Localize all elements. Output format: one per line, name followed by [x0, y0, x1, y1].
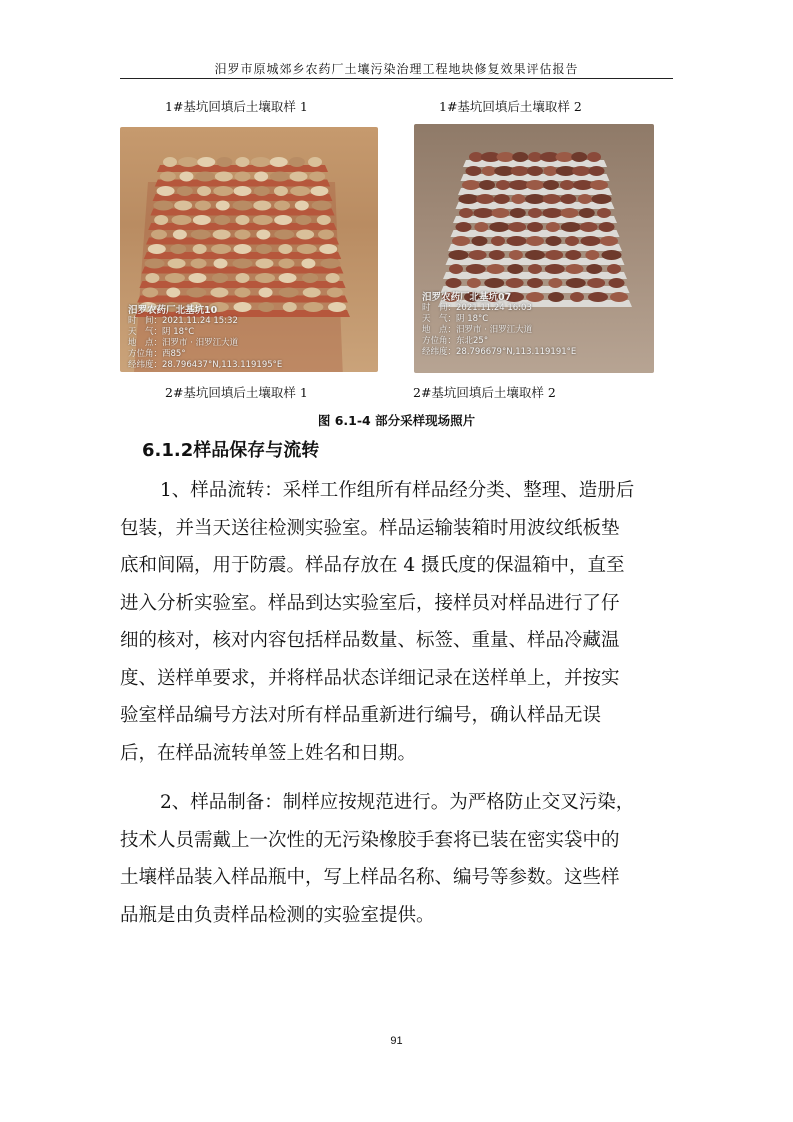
- soil-core: [157, 186, 175, 196]
- soil-sample-photo-1: [120, 127, 378, 372]
- soil-core: [297, 244, 317, 254]
- soil-core: [588, 292, 608, 302]
- figure-title: 图 6.1-4 部分采样现场照片: [317, 413, 476, 428]
- soil-core: [561, 208, 579, 218]
- soil-core: [543, 194, 561, 204]
- soil-core: [195, 201, 211, 211]
- paragraph-line: 技术人员需戴上一次性的无污染橡胶手套将已装在密实袋中的: [120, 829, 620, 851]
- paragraph-line: 后，在样品流转单签上姓名和日期。: [120, 742, 417, 764]
- soil-core: [270, 172, 290, 182]
- soil-core: [586, 264, 602, 274]
- soil-core: [449, 250, 469, 260]
- soil-core: [462, 180, 480, 190]
- soil-core: [274, 230, 294, 240]
- soil-core: [235, 230, 251, 240]
- soil-core: [253, 215, 273, 225]
- soil-core: [479, 180, 495, 190]
- soil-core: [472, 236, 488, 246]
- soil-core: [216, 201, 230, 211]
- soil-core: [489, 250, 505, 260]
- soil-core: [484, 278, 504, 288]
- soil-core: [326, 273, 340, 283]
- watermark-title: 汨罗农药厂北基坑10: [128, 305, 218, 316]
- soil-core: [578, 194, 592, 204]
- soil-core: [496, 180, 510, 190]
- soil-core: [212, 273, 228, 283]
- soil-core: [487, 264, 505, 274]
- soil-core: [278, 244, 292, 254]
- soil-core: [452, 236, 470, 246]
- soil-core: [295, 201, 309, 211]
- soil-core: [145, 273, 159, 283]
- soil-core: [589, 166, 605, 176]
- soil-core: [459, 194, 479, 204]
- soil-core: [236, 215, 250, 225]
- soil-core: [255, 259, 273, 269]
- photo-caption-bottom-left: 2#基坑回填后土壤取样 1: [165, 385, 308, 400]
- soil-core: [235, 172, 251, 182]
- soil-core: [153, 201, 173, 211]
- soil-core: [511, 166, 529, 176]
- soil-core: [491, 236, 505, 246]
- soil-core: [274, 201, 290, 211]
- running-header: 汨罗市原城郊乡农药厂土壤污染治理工程地块修复效果评估报告: [214, 62, 579, 76]
- soil-core: [236, 157, 250, 167]
- soil-core: [166, 288, 180, 298]
- soil-core: [234, 186, 252, 196]
- soil-core: [609, 278, 625, 288]
- watermark-weather: 天 气：阴 18°C: [128, 327, 195, 337]
- soil-core: [163, 157, 177, 167]
- soil-core: [234, 244, 252, 254]
- soil-core: [303, 288, 321, 298]
- soil-core: [545, 264, 565, 274]
- soil-core: [290, 186, 310, 196]
- watermark-time: 时 间：2021.11.24 15:32: [128, 316, 238, 326]
- soil-core: [174, 201, 192, 211]
- page-number: 91: [390, 1035, 403, 1047]
- soil-core: [191, 230, 211, 240]
- soil-core: [295, 215, 311, 225]
- soil-core: [510, 208, 526, 218]
- paragraph-line: 度、送样单要求，并将样品状态详细记录在送样单上，并按实: [120, 667, 620, 689]
- soil-core: [327, 288, 343, 298]
- soil-core: [469, 250, 487, 260]
- soil-core: [312, 201, 332, 211]
- soil-core: [186, 288, 206, 298]
- soil-core: [607, 264, 621, 274]
- soil-core: [301, 259, 315, 269]
- soil-core: [251, 157, 271, 167]
- soil-core: [581, 236, 601, 246]
- soil-core: [197, 157, 215, 167]
- watermark-location: 地 点：汨罗市 · 汨罗江大道: [422, 325, 533, 335]
- soil-core: [525, 194, 545, 204]
- soil-core: [303, 302, 323, 312]
- soil-core: [214, 259, 228, 269]
- soil-core: [528, 264, 542, 274]
- photo-caption-bottom-right: 2#基坑回填后土壤取样 2: [413, 385, 556, 400]
- soil-core: [497, 152, 515, 162]
- soil-core: [216, 157, 232, 167]
- soil-core: [319, 244, 337, 254]
- soil-core: [446, 278, 462, 288]
- soil-core: [233, 201, 253, 211]
- soil-core: [556, 152, 574, 162]
- soil-core: [476, 194, 494, 204]
- soil-core: [170, 244, 186, 254]
- soil-core: [270, 157, 288, 167]
- photo-caption-top-left: 1#基坑回填后土壤取样 1: [165, 99, 308, 114]
- watermark-weather: 天 气：阴 18°C: [422, 314, 489, 324]
- soil-core: [254, 172, 268, 182]
- soil-core: [587, 278, 605, 288]
- soil-core: [507, 264, 523, 274]
- soil-core: [165, 273, 185, 283]
- soil-core: [328, 302, 346, 312]
- soil-core: [592, 194, 612, 204]
- soil-sample-photo-2: [414, 124, 654, 373]
- soil-core: [289, 157, 305, 167]
- watermark-coords: 经纬度：28.796679°N,113.119191°E: [422, 347, 577, 357]
- soil-core: [590, 180, 608, 190]
- soil-core: [546, 236, 562, 246]
- soil-core: [545, 250, 563, 260]
- soil-core: [142, 288, 158, 298]
- soil-core: [195, 172, 215, 182]
- soil-core: [213, 230, 231, 240]
- paragraph-line: 品瓶是由负责样品检测的实验室提供。: [120, 904, 435, 926]
- soil-core: [317, 215, 331, 225]
- soil-core: [256, 230, 270, 240]
- watermark-coords: 经纬度：28.796437°N,113.119195°E: [128, 360, 283, 370]
- soil-core: [279, 288, 299, 298]
- soil-core: [173, 230, 187, 240]
- soil-core: [597, 208, 611, 218]
- soil-core: [494, 194, 510, 204]
- soil-core: [546, 222, 560, 232]
- soil-core: [506, 278, 524, 288]
- soil-core: [565, 236, 579, 246]
- soil-core: [188, 273, 206, 283]
- paragraph-line: 1、样品流转：采样工作组所有样品经分类、整理、造册后: [160, 480, 635, 501]
- soil-core: [318, 230, 334, 240]
- paragraph-line: 土壤样品装入样品瓶中，写上样品名称、编号等参数。这些样: [120, 867, 620, 888]
- soil-core: [274, 186, 288, 196]
- soil-core: [527, 278, 543, 288]
- soil-core: [213, 186, 233, 196]
- header-rule: [120, 78, 673, 79]
- soil-core: [210, 288, 228, 298]
- soil-core: [560, 180, 574, 190]
- soil-core: [160, 172, 176, 182]
- soil-core: [489, 222, 509, 232]
- soil-core: [580, 222, 598, 232]
- soil-core: [509, 250, 523, 260]
- soil-core: [571, 152, 587, 162]
- soil-core: [527, 222, 543, 232]
- soil-core: [214, 215, 230, 225]
- soil-core: [193, 215, 211, 225]
- watermark-direction: 方位角：东北25°: [422, 336, 489, 346]
- soil-core: [197, 186, 211, 196]
- soil-core: [256, 244, 272, 254]
- paragraph-sample-preparation: [120, 784, 676, 934]
- soil-core: [459, 208, 473, 218]
- soil-core: [211, 244, 231, 254]
- soil-core: [585, 250, 599, 260]
- paragraph-line: 底和间隔，用于防震。样品存放在 4 摄氏度的保温箱中，直至: [120, 555, 625, 576]
- soil-core: [193, 244, 207, 254]
- soil-core: [526, 236, 544, 246]
- paragraph-line: 验室样品编号方法对所有样品重新进行编号，确认样品无误: [120, 705, 602, 726]
- photo-caption-top-right: 1#基坑回填后土壤取样 2: [439, 99, 582, 114]
- soil-core: [565, 250, 581, 260]
- soil-core: [148, 244, 166, 254]
- soil-core: [310, 186, 328, 196]
- soil-core: [511, 194, 525, 204]
- soil-core: [456, 222, 472, 232]
- soil-core: [449, 264, 463, 274]
- soil-core: [560, 194, 576, 204]
- soil-core: [561, 222, 581, 232]
- soil-core: [543, 166, 557, 176]
- paragraph-line: 包装，并当天送往检测实验室。样品运输装箱时用波纹纸板垫: [120, 517, 620, 539]
- soil-core: [235, 288, 251, 298]
- soil-core: [320, 259, 340, 269]
- soil-core: [610, 292, 628, 302]
- soil-core: [278, 259, 294, 269]
- soil-core: [474, 222, 488, 232]
- soil-core: [290, 172, 308, 182]
- section-heading: 6.1.2样品保存与流转: [142, 440, 320, 461]
- soil-core: [178, 157, 198, 167]
- soil-core: [482, 166, 496, 176]
- soil-core: [308, 157, 322, 167]
- watermark-direction: 方位角：西85°: [128, 349, 186, 359]
- soil-core: [296, 230, 314, 240]
- soil-core: [254, 186, 270, 196]
- watermark-title: 汨罗农药厂北基坑07: [422, 292, 512, 303]
- soil-core: [309, 172, 325, 182]
- soil-core: [466, 166, 482, 176]
- photo-watermark-1: [128, 305, 282, 371]
- soil-core: [473, 208, 493, 218]
- soil-core: [236, 273, 250, 283]
- soil-core: [587, 152, 601, 162]
- soil-core: [543, 180, 559, 190]
- soil-core: [279, 273, 297, 283]
- watermark-location: 地 点：汨罗市 · 汨罗江大道: [128, 338, 239, 348]
- soil-core: [172, 215, 192, 225]
- soil-core: [527, 166, 543, 176]
- soil-core: [507, 236, 527, 246]
- soil-core: [528, 208, 542, 218]
- soil-core: [602, 250, 622, 260]
- soil-core: [566, 264, 584, 274]
- soil-core: [508, 222, 526, 232]
- soil-core: [253, 201, 271, 211]
- photo-watermark-2: [422, 292, 576, 358]
- soil-core: [168, 259, 186, 269]
- paragraph-line: 2、样品制备：制样应按规范进行。为严格防止交叉污染，: [160, 792, 635, 813]
- soil-core: [283, 302, 297, 312]
- soil-core: [512, 152, 528, 162]
- soil-core: [579, 208, 595, 218]
- soil-core: [259, 288, 273, 298]
- watermark-time: 时 间：2021.11.24 16:03: [422, 303, 532, 313]
- soil-core: [572, 166, 590, 176]
- soil-core: [600, 236, 618, 246]
- soil-core: [302, 273, 318, 283]
- soil-core: [255, 273, 275, 283]
- paragraph-line: 进入分析实验室。样品到达实验室后，接样员对样品进行了仔: [120, 592, 620, 614]
- soil-core: [525, 250, 545, 260]
- soil-core: [151, 230, 167, 240]
- soil-core: [566, 278, 586, 288]
- soil-core: [154, 215, 168, 225]
- soil-core: [466, 264, 486, 274]
- paragraph-line: 细的核对，核对内容包括样品数量、标签、重量、样品冷藏温: [120, 630, 620, 651]
- soil-core: [177, 186, 193, 196]
- soil-core: [467, 278, 481, 288]
- soil-core: [548, 278, 562, 288]
- soil-core: [233, 259, 253, 269]
- soil-core: [492, 208, 510, 218]
- soil-core: [215, 172, 233, 182]
- soil-core: [179, 172, 193, 182]
- paragraph-sample-transfer: [120, 472, 676, 772]
- soil-core: [145, 259, 165, 269]
- soil-core: [274, 215, 292, 225]
- soil-core: [526, 180, 544, 190]
- soil-core: [542, 208, 562, 218]
- soil-core: [191, 259, 207, 269]
- soil-core: [599, 222, 615, 232]
